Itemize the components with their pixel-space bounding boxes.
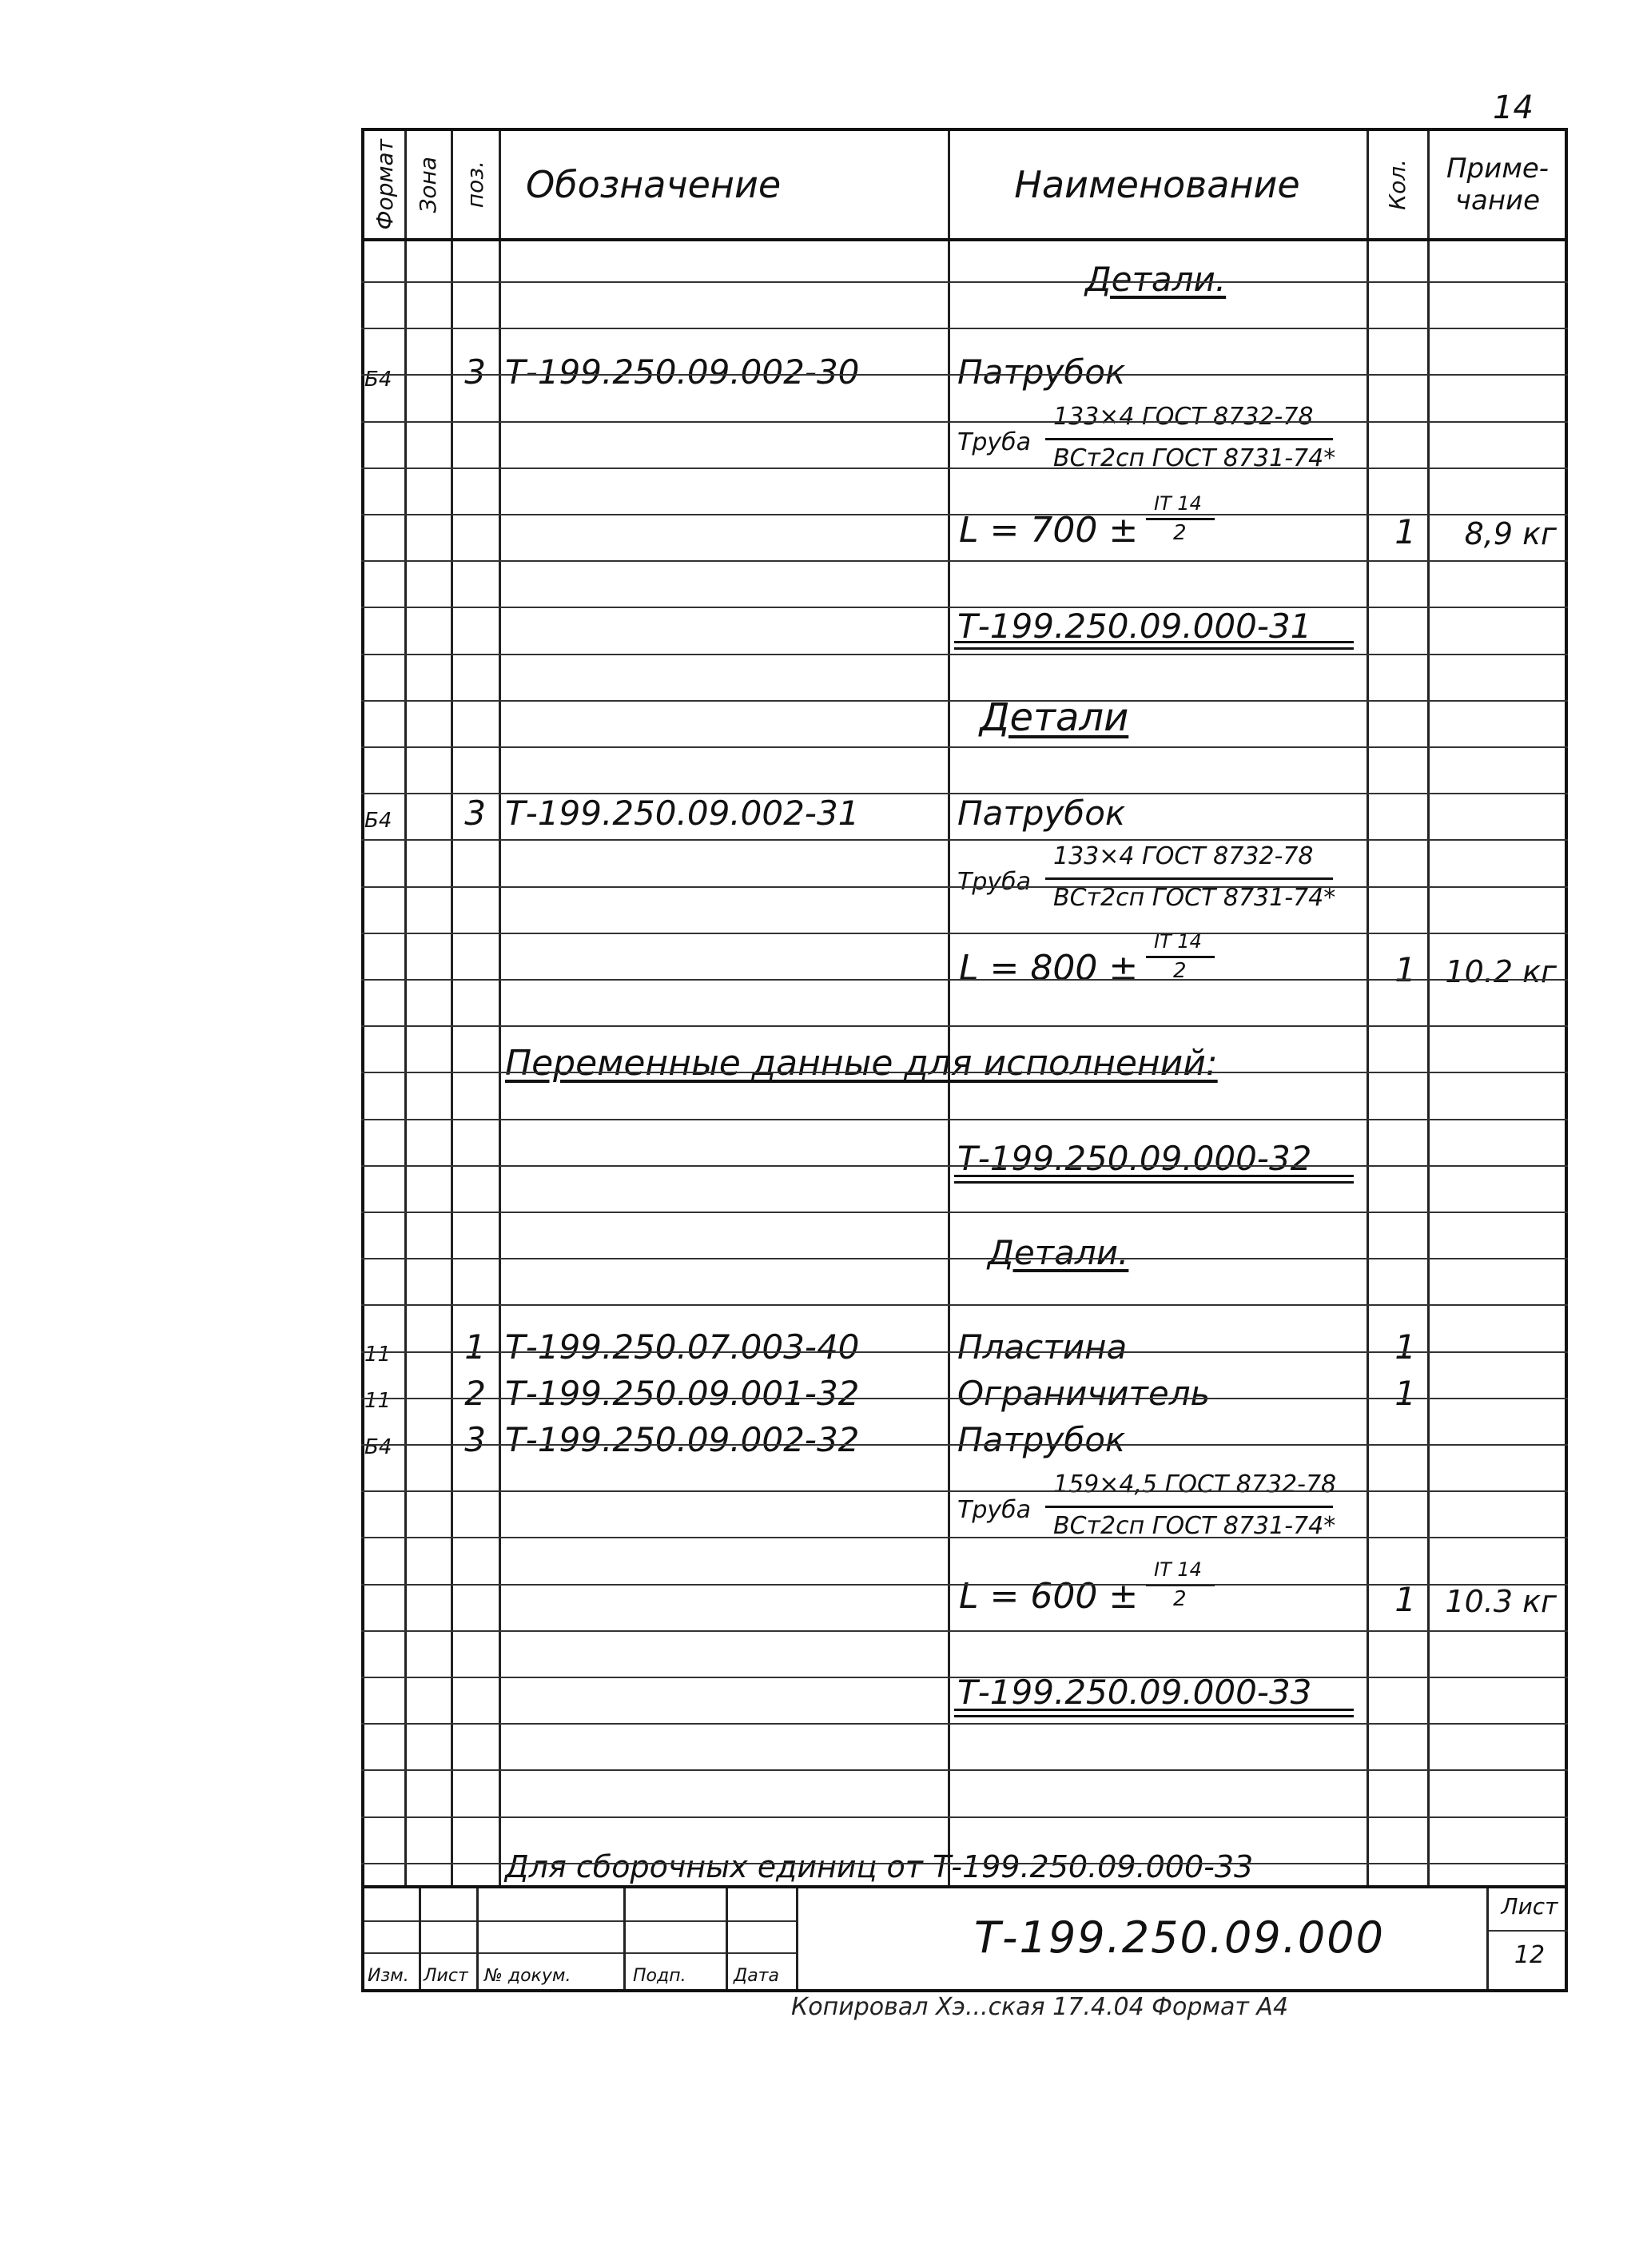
row-rule	[361, 421, 1568, 423]
title-block-divider	[623, 1888, 626, 1989]
material-spec	[948, 1464, 1363, 1557]
material-label: Труба	[957, 428, 1032, 456]
header-designation: Обозначение	[526, 163, 782, 206]
row-rule	[361, 1444, 1568, 1446]
label-sheet: Лист	[424, 1966, 468, 1986]
position-cell: 2	[464, 1374, 486, 1413]
label-change: Изм.	[368, 1966, 409, 1986]
header-note: Приме- чание	[1446, 153, 1550, 217]
designation-cell: Т-199.250.07.003-40	[505, 1327, 860, 1367]
material-size: 133×4 ГОСТ 8732-78	[1053, 842, 1314, 870]
row-rule	[361, 1537, 1568, 1538]
tolerance-denominator: 2	[1173, 959, 1187, 983]
mass-note: 8,9 кг	[1464, 516, 1557, 551]
variant-underline	[954, 1175, 1354, 1177]
row-rule	[361, 1863, 1568, 1864]
format-cell: Б4	[364, 809, 392, 833]
footer-stamp: Копировал Хэ...ская 17.4.04 Формат А4	[791, 1993, 1289, 2021]
row-rule	[361, 1584, 1568, 1586]
mass-note: 10.3 кг	[1445, 1584, 1557, 1619]
rows-layer	[361, 128, 1568, 1888]
header-position: поз.	[461, 161, 488, 209]
name-cell: Патрубок	[957, 352, 1126, 392]
label-doc-number: № докум.	[484, 1966, 571, 1986]
title-block-divider	[796, 1888, 798, 1989]
variant-underline	[954, 1181, 1354, 1184]
name-cell: Патрубок	[957, 1420, 1126, 1459]
title-block-divider	[419, 1888, 421, 1989]
table-row	[361, 1040, 1568, 1087]
sheet-label: Лист	[1501, 1893, 1558, 1920]
table-row	[361, 348, 1568, 395]
row-rule	[361, 374, 1568, 376]
variant-underline	[954, 1709, 1354, 1711]
material-size: 133×4 ГОСТ 8732-78	[1053, 403, 1314, 431]
table-row	[361, 1323, 1568, 1370]
row-rule	[361, 1490, 1568, 1492]
section-title: Детали.	[1084, 260, 1227, 299]
row-rule	[361, 1258, 1568, 1259]
designation-cell: Т-199.250.09.002-30	[505, 352, 860, 392]
material-grade: ВСт2сп ГОСТ 8731-74*	[1053, 1512, 1336, 1540]
table-row	[361, 1370, 1568, 1416]
row-rule	[361, 1677, 1568, 1678]
tolerance-denominator: 2	[1173, 1587, 1187, 1611]
position-cell: 3	[464, 352, 486, 392]
row-rule	[361, 560, 1568, 562]
variant-designation: Т-199.250.09.000-33	[957, 1673, 1312, 1712]
variant-designation: Т-199.250.09.000-32	[957, 1139, 1312, 1178]
section-title: Детали	[980, 695, 1129, 740]
header-quantity: Кол.	[1383, 159, 1410, 210]
material-label: Труба	[957, 1496, 1032, 1524]
table-row	[361, 1576, 1568, 1622]
length-value: L = 600 ±	[959, 1576, 1139, 1617]
title-block-divider	[726, 1888, 728, 1989]
designation-cell: Т-199.250.09.002-31	[505, 794, 860, 833]
title-block-divider	[476, 1888, 479, 1989]
row-rule	[361, 607, 1568, 608]
material-spec	[948, 396, 1363, 489]
variant-underline	[954, 641, 1354, 643]
name-cell: Патрубок	[957, 794, 1126, 833]
page-number: 14	[1493, 90, 1534, 126]
title-block-rule	[1486, 1930, 1568, 1932]
table-row	[361, 790, 1568, 836]
length-value: L = 800 ±	[959, 948, 1139, 989]
row-rule	[361, 839, 1568, 841]
material-spec	[948, 836, 1363, 929]
quantity-cell: 1	[1394, 512, 1416, 551]
row-rule	[361, 1630, 1568, 1632]
quantity-cell: 1	[1394, 1374, 1416, 1413]
format-cell: 11	[364, 1389, 392, 1413]
row-rule	[361, 1304, 1568, 1306]
variant-underline	[954, 1715, 1354, 1717]
row-rule	[361, 886, 1568, 888]
tolerance-numerator: IT 14	[1154, 1558, 1202, 1581]
format-cell: Б4	[364, 368, 392, 392]
title-block-divider	[1486, 1888, 1489, 1989]
row-rule	[361, 328, 1568, 329]
assembly-note: Для сборочных единиц от Т-199.250.09.000-33	[505, 1849, 1254, 1884]
row-rule	[361, 1769, 1568, 1771]
row-rule	[361, 700, 1568, 702]
header-format: Формат	[371, 139, 398, 230]
row-rule	[361, 1723, 1568, 1725]
row-rule	[361, 1398, 1568, 1399]
variant-underline	[954, 647, 1354, 650]
title-block-rule	[364, 1952, 796, 1954]
table-row	[361, 1841, 1568, 1888]
row-rule	[361, 1165, 1568, 1167]
designation-cell: Т-199.250.09.001-32	[505, 1374, 860, 1413]
row-rule	[361, 746, 1568, 748]
sheet-number: 12	[1514, 1941, 1546, 1969]
table-row	[361, 1416, 1568, 1462]
header-name: Наименование	[1014, 163, 1300, 206]
row-rule	[361, 793, 1568, 794]
name-cell: Пластина	[957, 1327, 1128, 1367]
name-cell: Ограничитель	[957, 1374, 1211, 1413]
header-zone: Зона	[414, 156, 441, 213]
row-rule	[361, 1072, 1568, 1073]
tolerance-numerator: IT 14	[1154, 930, 1202, 953]
material-grade: ВСт2сп ГОСТ 8731-74*	[1053, 884, 1336, 912]
position-cell: 3	[464, 794, 486, 833]
variant-designation: Т-199.250.09.000-31	[957, 607, 1312, 646]
material-size: 159×4,5 ГОСТ 8732-78	[1053, 1470, 1337, 1498]
position-cell: 1	[464, 1327, 486, 1367]
label-date: Дата	[734, 1966, 779, 1986]
row-rule	[361, 1816, 1568, 1818]
row-rule	[361, 1212, 1568, 1213]
row-rule	[361, 281, 1568, 283]
row-rule	[361, 933, 1568, 934]
position-cell: 3	[464, 1420, 486, 1459]
row-rule	[361, 654, 1568, 655]
format-cell: 11	[364, 1343, 392, 1367]
title-block-rule	[364, 1920, 796, 1922]
variable-data-heading: Переменные данные для исполнений:	[505, 1043, 1218, 1084]
quantity-cell: 1	[1394, 1580, 1416, 1619]
designation-cell: Т-199.250.09.002-32	[505, 1420, 860, 1459]
tolerance-numerator: IT 14	[1154, 492, 1202, 515]
material-label: Труба	[957, 868, 1032, 896]
list-item	[361, 697, 1568, 743]
mass-note: 10.2 кг	[1445, 954, 1557, 989]
quantity-cell: 1	[1394, 1327, 1416, 1367]
list-item	[361, 256, 1568, 302]
section-title: Детали.	[988, 1233, 1129, 1272]
row-rule	[361, 1025, 1568, 1027]
tolerance-denominator: 2	[1173, 521, 1187, 545]
label-signature: Подп.	[633, 1966, 686, 1986]
list-item	[361, 1229, 1568, 1275]
row-rule	[361, 468, 1568, 469]
format-cell: Б4	[364, 1435, 392, 1459]
title-block	[361, 1888, 1568, 1992]
length-value: L = 700 ±	[959, 510, 1139, 551]
table-row	[361, 946, 1568, 993]
row-rule	[361, 1351, 1568, 1353]
row-rule	[361, 1119, 1568, 1120]
row-rule	[361, 514, 1568, 515]
row-rule	[361, 979, 1568, 981]
material-grade: ВСт2сп ГОСТ 8731-74*	[1053, 444, 1336, 472]
document-designation: Т-199.250.09.000	[974, 1912, 1385, 1963]
quantity-cell: 1	[1394, 950, 1416, 989]
